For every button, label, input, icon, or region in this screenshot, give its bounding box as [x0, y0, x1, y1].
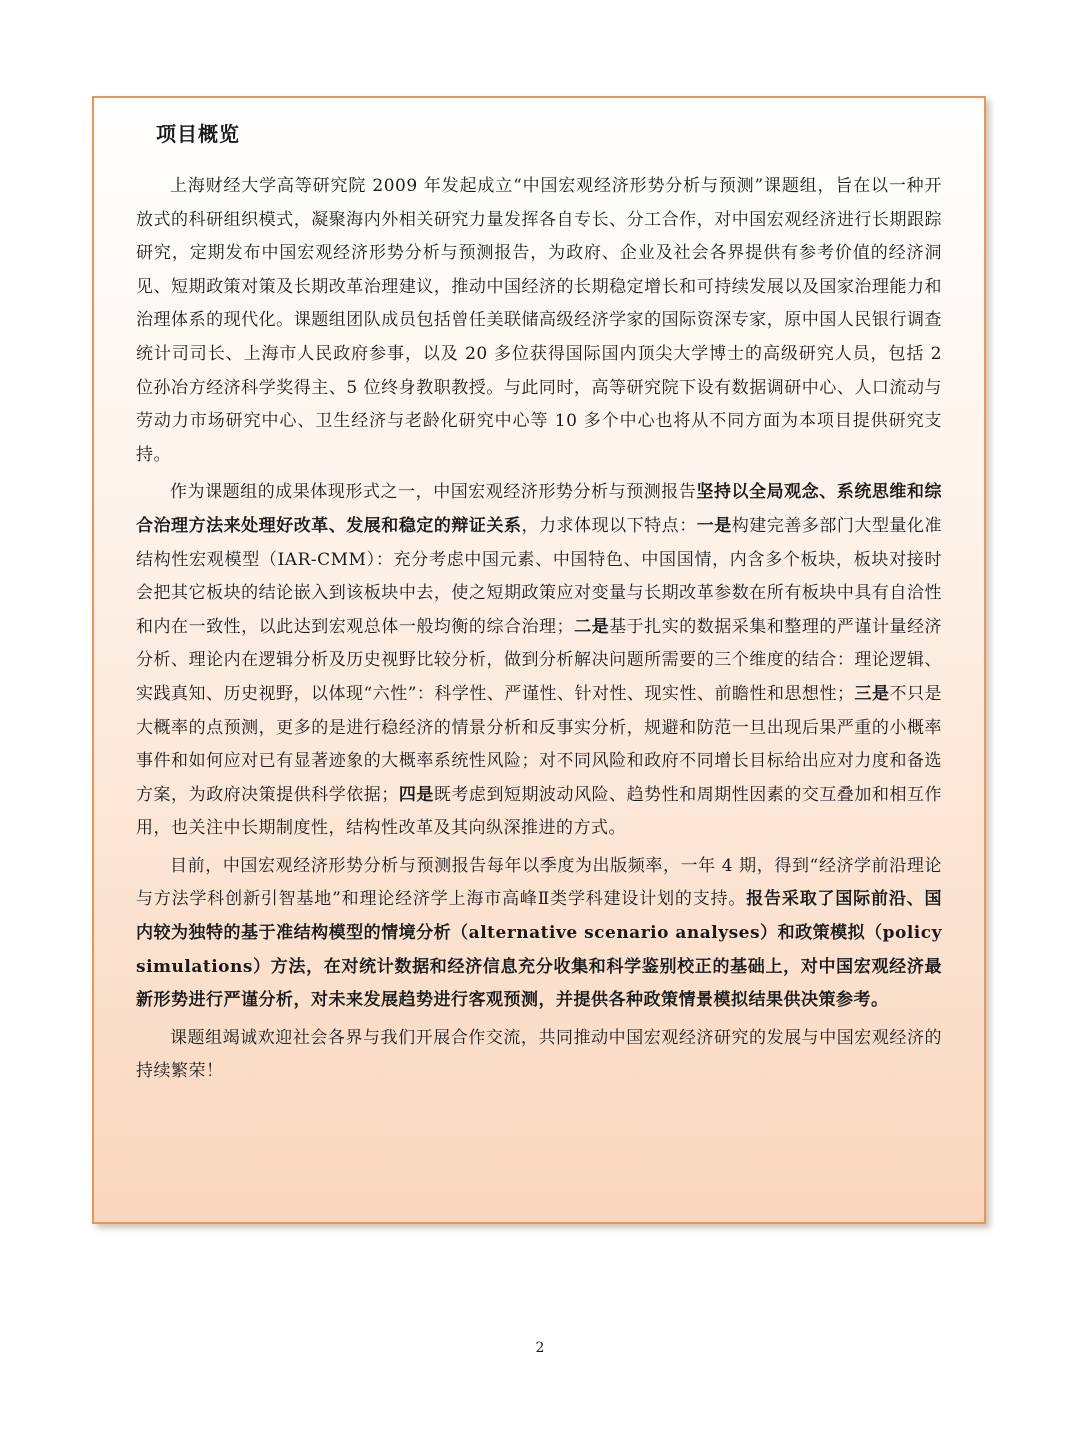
feature-1-text: 构建完善多部门大型量化准结构性宏观模型（IAR-CMM）：充分考虑中国元素、中国特色、中国国情，内含多个板块，板块对接时会把其它板块的结论嵌入到该板块中去，使之短期政策应对变量与长期改革参数在所有板块中具有自洽性和内在一致性，以此达到宏观总体一般均衡的综合治理；: [136, 515, 943, 637]
publication-text: 目前，中国宏观经济形势分析与预测报告每年以季度为出版频率，一年 4 期，得到“经济学前沿理论与方法学科创新引智基地”和理论经济学上海市高峰Ⅱ类学科建设计划的支持。: [136, 855, 942, 910]
publication-method: 报告采取了国际前沿、国内较为独特的基于准结构模型的情境分析（alternative scenario analyses）和政策模拟（policy simulations）方法，在对统计数据和经济信息充分收集和科学鉴别校正的基础上，对中国宏观经济最新形势进行严谨分析，对未来发展趋势进行客观预测，并提供各种政策情景模拟结果供决策参考。: [136, 889, 942, 1011]
feature-1-label: 一是: [696, 515, 732, 536]
feature-4-text: 既考虑到短期波动风险、趋势性和周期性因素的交互叠加和相互作用，也关注中长期制度性，结构性改革及其向纵深推进的方式。: [136, 784, 943, 839]
features-intro: ，力求体现以下特点：: [521, 515, 697, 536]
feature-2-label: 二是: [574, 616, 610, 637]
feature-3-text: 不只是大概率的点预测，更多的是进行稳经济的情景分析和反事实分析，规避和防范一旦出现后果严重的小概率事件和如何应对已有显著迹象的大概率系统性风险；对不同风险和政府不同增长目标给出应对力度和备选方案，为政府决策提供科学依据；: [136, 683, 943, 805]
paragraph-features: [136, 476, 942, 846]
paragraph-closing: 课题组竭诚欢迎社会各界与我们开展合作交流，共同推动中国宏观经济研究的发展与中国宏观经济的持续繁荣！: [136, 1027, 942, 1082]
feature-2-text: 基于扎实的数据采集和整理的严谨计量经济分析、理论内在逻辑分析及历史视野比较分析，做到分析解决问题所需要的三个维度的结合：理论逻辑、实践真知、历史视野，以体现“六性”：科学性、严谨性、针对性、现实性、前瞻性和思想性；: [136, 616, 943, 704]
overview-box: [92, 96, 986, 1224]
paragraph-publication: [136, 850, 942, 1018]
page-number: 2: [535, 1340, 545, 1356]
paragraph-intro: 上海财经大学高等研究院 2009 年发起成立“中国宏观经济形势分析与预测”课题组，旨在以一种开放式的科研组织模式，凝聚海内外相关研究力量发挥各自专长、分工合作，对中国宏观经济进行长期跟踪研究，定期发布中国宏观经济形势分析与预测报告，为政府、企业及社会各界提供有参考价值的经济洞见、短期政策对策及长期改革治理建议，推动中国经济的长期稳定增长和可持续发展以及国家治理能力和治理体系的现代化。课题组团队成员包括曾任美联储高级经济学家的国际资深专家，原中国人民银行调查统计司司长、上海市人民政府参事，以及 20 多位获得国际国内顶尖大学博士的高级研究人员，包括 2 位孙冶方经济科学奖得主、5 位终身教职教授。与此同时，高等研究院下设有数据调研中心、人口流动与劳动力市场研究中心、卫生经济与老龄化研究中心等 10 多个中心也将从不同方面为本项目提供研究支持。: [136, 176, 942, 465]
features-principle: 坚持以全局观念、系统思维和综合治理方法来处理好改革、发展和稳定的辩证关系: [136, 482, 943, 536]
feature-4-label: 四是: [398, 784, 434, 805]
features-lead: 作为课题组的成果体现形式之一，中国宏观经济形势分析与预测报告: [170, 482, 697, 503]
section-title: 项目概览: [156, 122, 240, 146]
feature-3-label: 三是: [854, 683, 890, 704]
